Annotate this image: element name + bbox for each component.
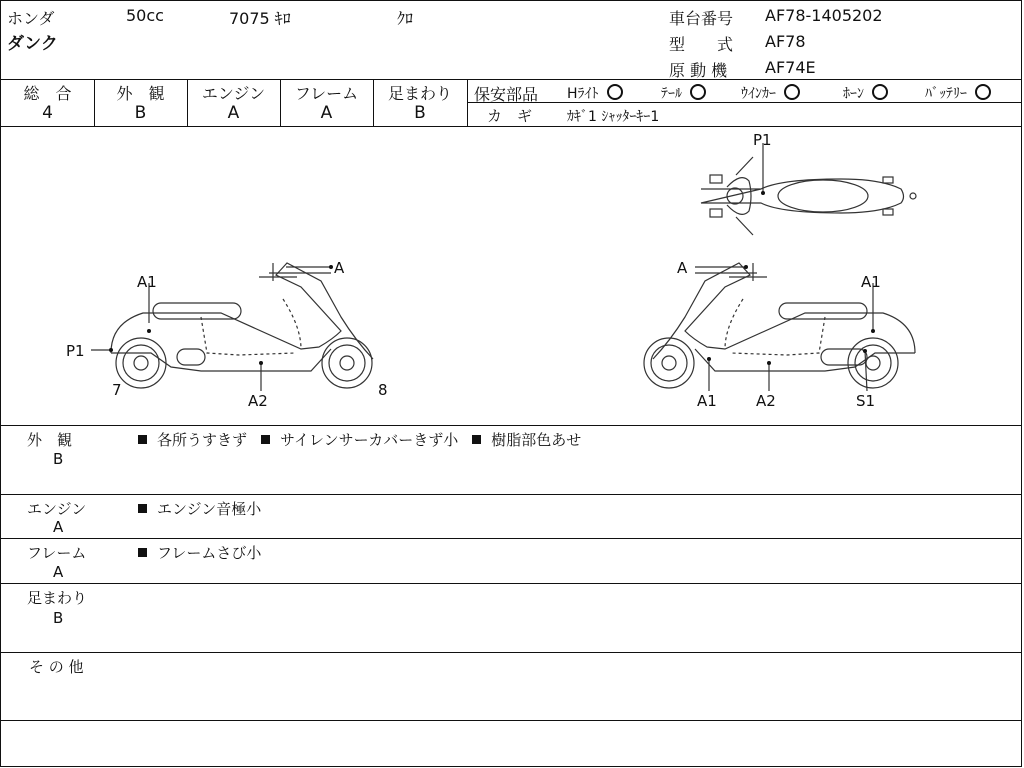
safety-battery: ﾊﾞｯﾃﾘｰ — [925, 83, 991, 103]
label-left-7: 7 — [112, 381, 122, 399]
note-frame-grade: A — [53, 563, 64, 581]
grade-suspension-value: B — [414, 103, 426, 123]
note-exterior-grade: B — [53, 450, 64, 468]
damage-diagram — [1, 127, 1023, 425]
bullet-square-icon — [261, 435, 270, 444]
bullet-square-icon — [138, 504, 147, 513]
label-left-p1: P1 — [66, 342, 85, 360]
grade-engine-value: A — [227, 103, 240, 123]
note-engine-label: エンジン — [27, 500, 87, 518]
safety-horn: ﾎｰﾝ — [843, 83, 888, 103]
grade-exterior-value: B — [134, 103, 147, 123]
note-exterior-items: 各所うすきず サイレンサーカバーきず小 樹脂部色あせ — [138, 429, 595, 450]
grade-overall-label: 総 合 — [23, 84, 72, 103]
grade-overall-value: 4 — [42, 103, 53, 123]
safety-taillight: ﾃｰﾙ — [661, 83, 706, 103]
bullet-square-icon — [138, 548, 147, 557]
label-left-a1: A1 — [137, 273, 157, 291]
bullet-square-icon — [472, 435, 481, 444]
label-right-a2: A2 — [756, 392, 776, 410]
label-left-a2: A2 — [248, 392, 268, 410]
frame-no: AF78-1405202 — [765, 6, 883, 25]
color: ｸﾛ — [397, 9, 414, 28]
note-engine-items: エンジン音極小 — [138, 498, 261, 519]
label-top-p1: P1 — [753, 131, 772, 149]
bullet-square-icon — [138, 435, 147, 444]
ok-circle-icon — [607, 84, 623, 100]
ok-circle-icon — [690, 84, 706, 100]
grade-exterior-label: 外 観 — [116, 84, 165, 103]
frame-no-label: 車台番号 — [669, 9, 734, 28]
note-frame-items: フレームさび小 — [138, 542, 261, 563]
scooter-left-view — [91, 263, 373, 391]
engine-value: AF74E — [765, 58, 816, 77]
ok-circle-icon — [975, 84, 991, 100]
type-value: AF78 — [765, 32, 806, 51]
mileage: 7075 ｷﾛ — [229, 9, 291, 28]
safety-winker: ｳｲﾝｶｰ — [741, 83, 800, 103]
scooter-top-view — [701, 143, 916, 235]
note-suspension-label: 足まわり — [27, 589, 88, 607]
damage-points — [109, 191, 875, 365]
note-frame-label: フレーム — [27, 544, 87, 562]
safety-headlight: Hﾗｲﾄ — [567, 83, 623, 103]
maker-name: ホンダ — [7, 9, 55, 28]
type-label: 型 式 — [669, 35, 734, 54]
note-suspension-grade: B — [53, 609, 64, 627]
safety-label: 保安部品 — [474, 85, 539, 104]
displacement: 50cc — [126, 6, 164, 25]
ok-circle-icon — [872, 84, 888, 100]
grade-frame-label: フレーム — [294, 84, 359, 103]
key-value: ｶｷﾞ1 ｼｬｯﾀｰｷｰ1 — [567, 109, 660, 125]
label-right-a1-top: A1 — [861, 273, 881, 291]
label-right-a: A — [677, 259, 688, 277]
grade-suspension-label: 足まわり — [387, 84, 452, 103]
grade-engine-label: エンジン — [201, 84, 266, 103]
label-right-a1-bottom: A1 — [697, 392, 717, 410]
ok-circle-icon — [784, 84, 800, 100]
model-name: ダンク — [7, 34, 58, 54]
key-label: カ ギ — [487, 107, 533, 125]
label-left-8: 8 — [378, 381, 388, 399]
label-left-a: A — [334, 259, 345, 277]
note-other-label: そ の 他 — [29, 658, 84, 676]
grade-frame-value: A — [320, 103, 333, 123]
note-exterior-label: 外 観 — [27, 431, 73, 449]
note-engine-grade: A — [53, 518, 64, 536]
label-right-s1: S1 — [856, 392, 876, 410]
engine-label: 原 動 機 — [669, 61, 728, 80]
